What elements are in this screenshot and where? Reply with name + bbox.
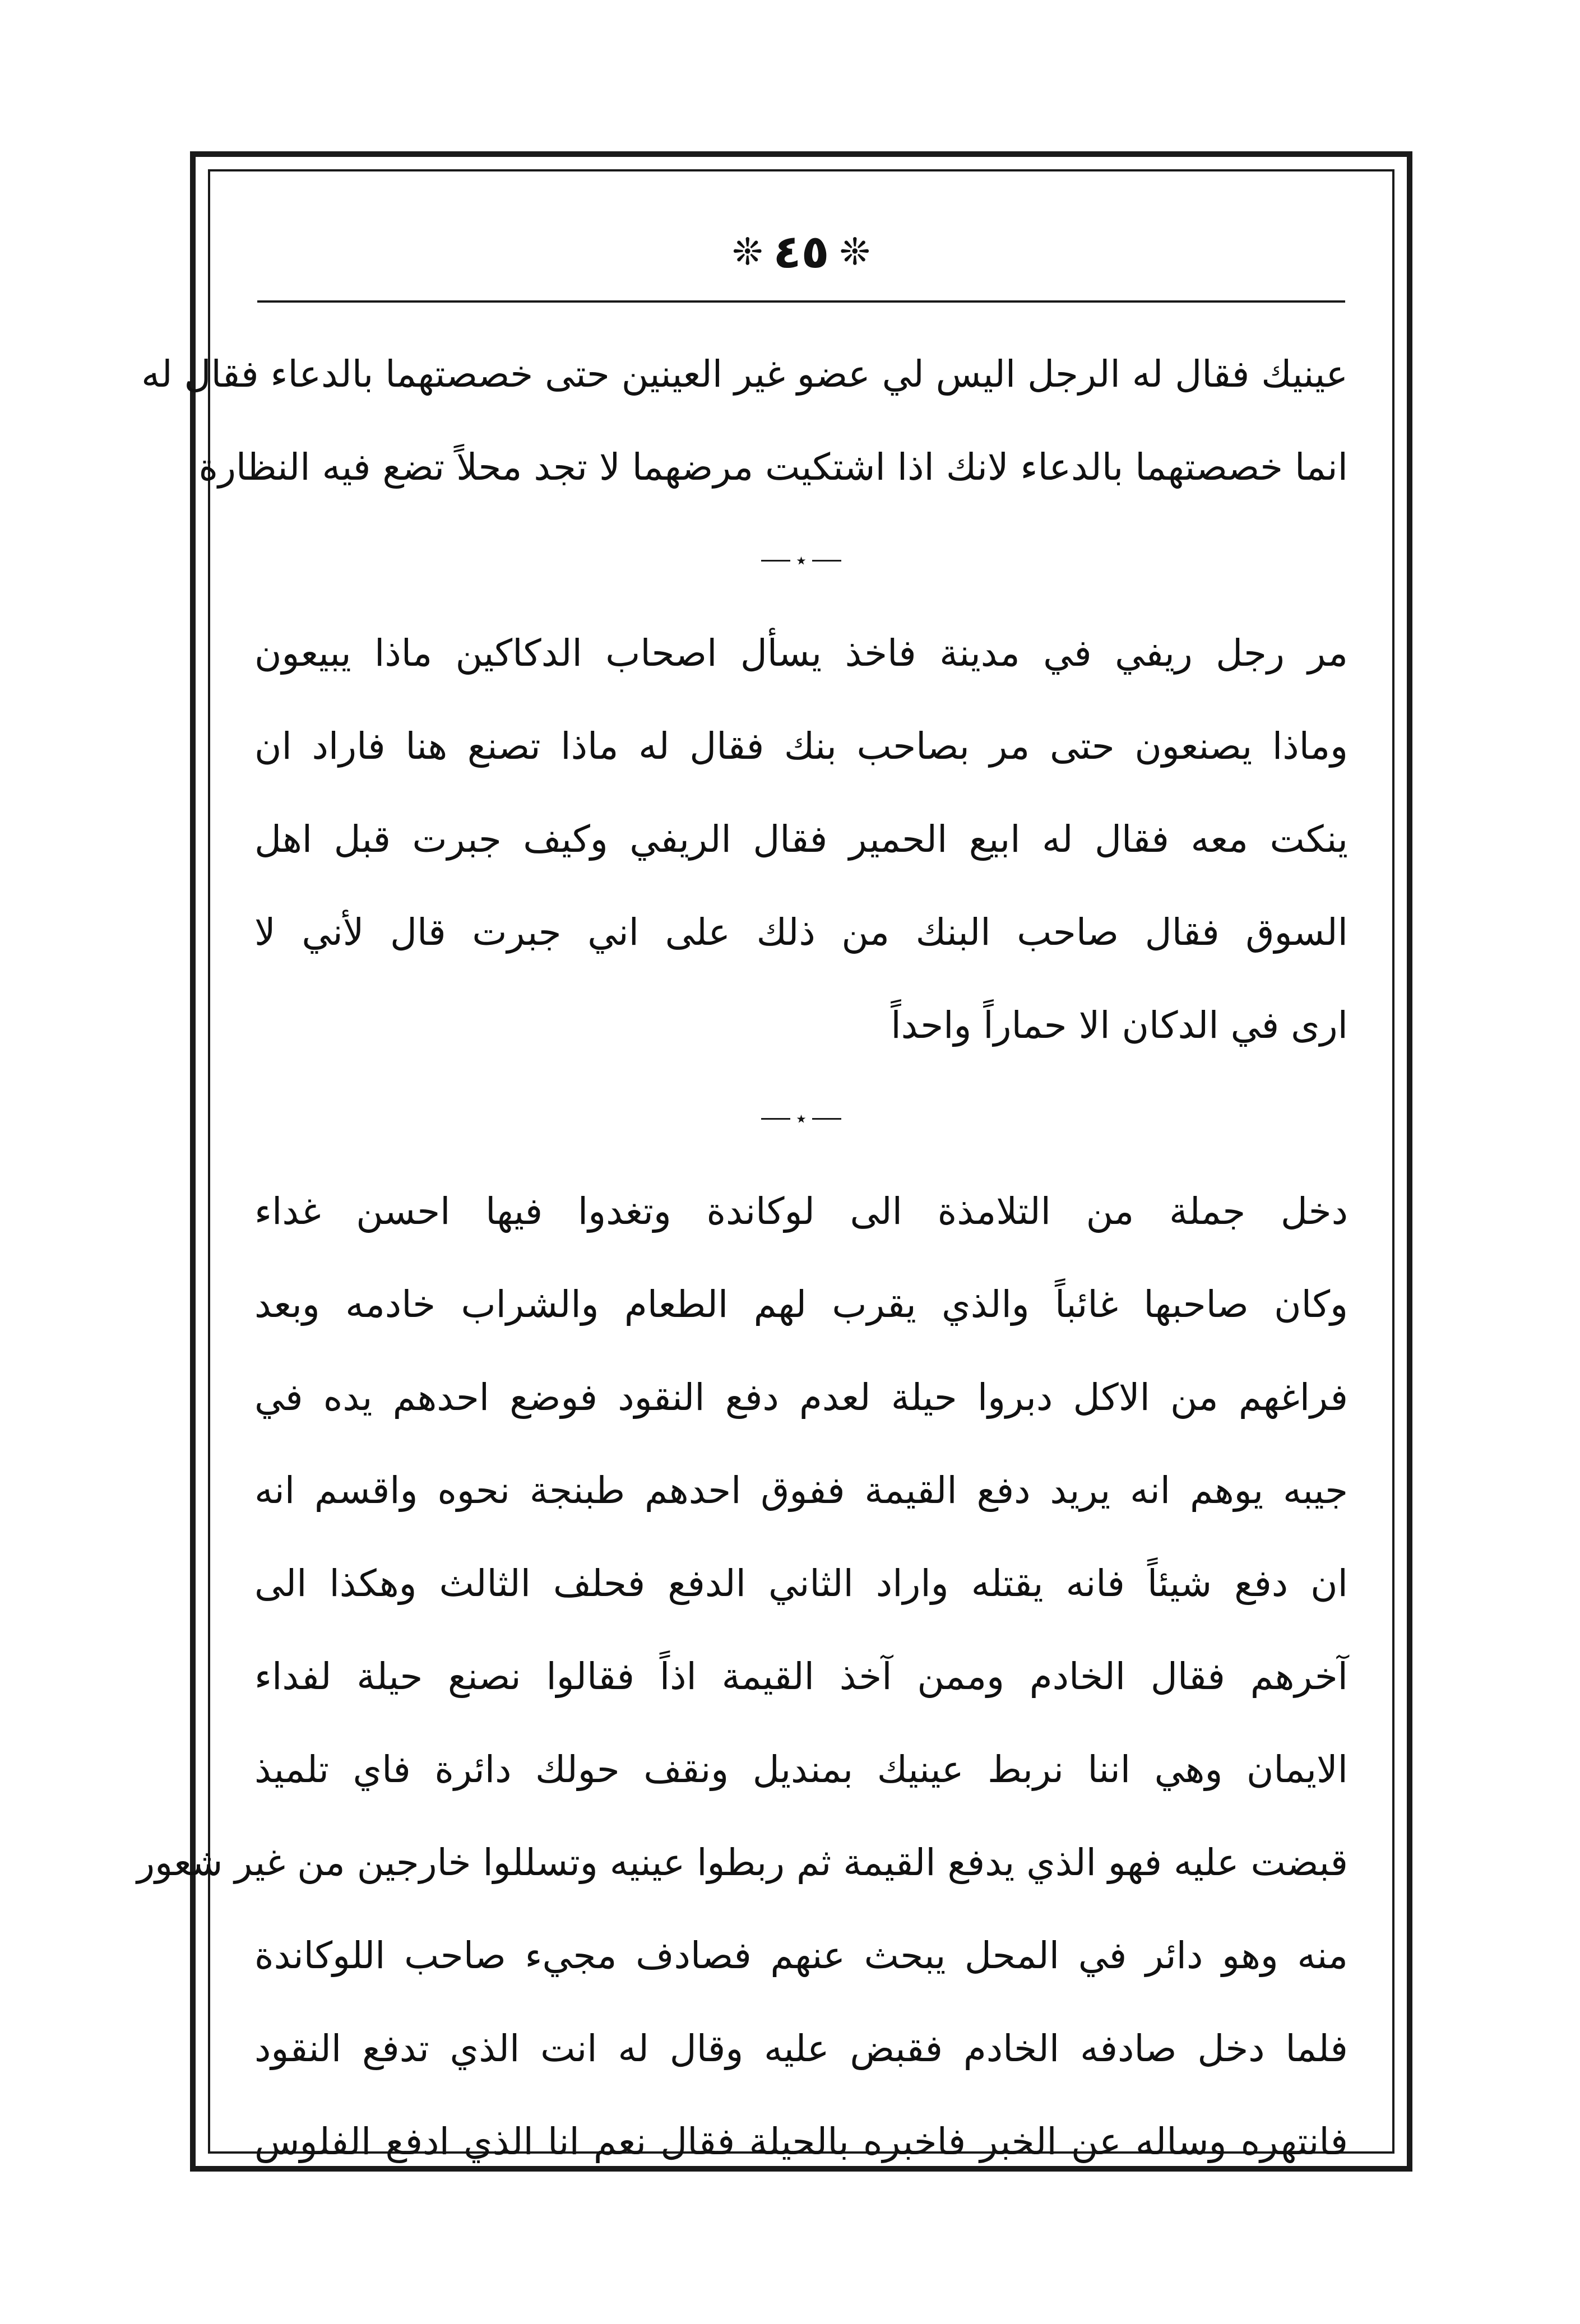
separator-dash — [812, 560, 841, 562]
text-line: جيبه يوهم انه يريد دفع القيمة ففوق احدهم طبنجة نحوه واقسم انه — [254, 1469, 1348, 1512]
section-separator — [254, 1072, 1348, 1165]
text-line: الايمان وهي اننا نربط عينيك بمنديل ونقف حولك دائرة فاي تلميذ — [254, 1748, 1348, 1791]
text-line: ينكت معه فقال له ابيع الحمير فقال الريفي وكيف جبرت قبل اهل — [254, 818, 1348, 861]
text-line: انما خصصتهما بالدعاء لانك اذا اشتكيت مرضهما لا تجد محلاً تضع فيه النظارة — [198, 446, 1348, 489]
text-line: آخرهم فقال الخادم وممن آخذ القيمة اذاً فقالوا نصنع حيلة لفداء — [254, 1655, 1348, 1698]
text-line: منه وهو دائر في المحل يبحث عنهم فصادف مجيء صاحب اللوكاندة — [254, 1934, 1348, 1977]
text-line: وماذا يصنعون حتى مر بصاحب بنك فقال له ماذا تصنع هنا فاراد ان — [254, 725, 1348, 768]
body-text — [137, 328, 1348, 2163]
text-line: دخل جملة من التلامذة الى لوكاندة وتغدوا فيها احسن غداء — [254, 1190, 1348, 1233]
page-header — [196, 219, 1407, 286]
star-icon: ٭ — [796, 549, 807, 572]
separator-dash — [761, 560, 790, 562]
text-line: ارى في الدكان الا حماراً واحداً — [891, 1004, 1348, 1047]
text-line: وكان صاحبها غائباً والذي يقرب لهم الطعام والشراب خادمه وبعد — [254, 1283, 1348, 1326]
page-frame — [137, 151, 1412, 2172]
separator-dash — [812, 1118, 841, 1120]
text-line: فلما دخل صادفه الخادم فقبض عليه وقال له انت الذي تدفع النقود — [254, 2027, 1348, 2070]
section-separator — [254, 514, 1348, 607]
ornament-icon-left: ❊ — [732, 230, 763, 273]
star-icon: ٭ — [796, 1107, 807, 1130]
text-line: عينيك فقال له الرجل اليس لي عضو غير العينين حتى خصصتهما بالدعاء فقال له — [141, 352, 1348, 396]
ornament-icon-right: ❊ — [839, 230, 870, 273]
text-line: ان دفع شيئاً فانه يقتله واراد الثاني الدفع فحلف الثالث وهكذا الى — [254, 1562, 1348, 1605]
text-line: فانتهره وساله عن الخبر فاخبره بالحيلة فقال نعم انا الذي ادفع الفلوس — [254, 2120, 1348, 2163]
text-line: قبضت عليه فهو الذي يدفع القيمة ثم ربطوا عينيه وتسللوا خارجين من غير شعور — [137, 1841, 1348, 1884]
header-rule — [257, 300, 1345, 303]
separator-dash — [761, 1118, 790, 1120]
text-line: السوق فقال صاحب البنك من ذلك على اني جبرت قال لأني لا — [254, 911, 1348, 954]
page-number: ٤٥ — [773, 225, 830, 279]
text-line: فراغهم من الاكل دبروا حيلة لعدم دفع النقود فوضع احدهم يده في — [254, 1376, 1348, 1419]
text-line: مر رجل ريفي في مدينة فاخذ يسأل اصحاب الدكاكين ماذا يبيعون — [254, 632, 1348, 675]
